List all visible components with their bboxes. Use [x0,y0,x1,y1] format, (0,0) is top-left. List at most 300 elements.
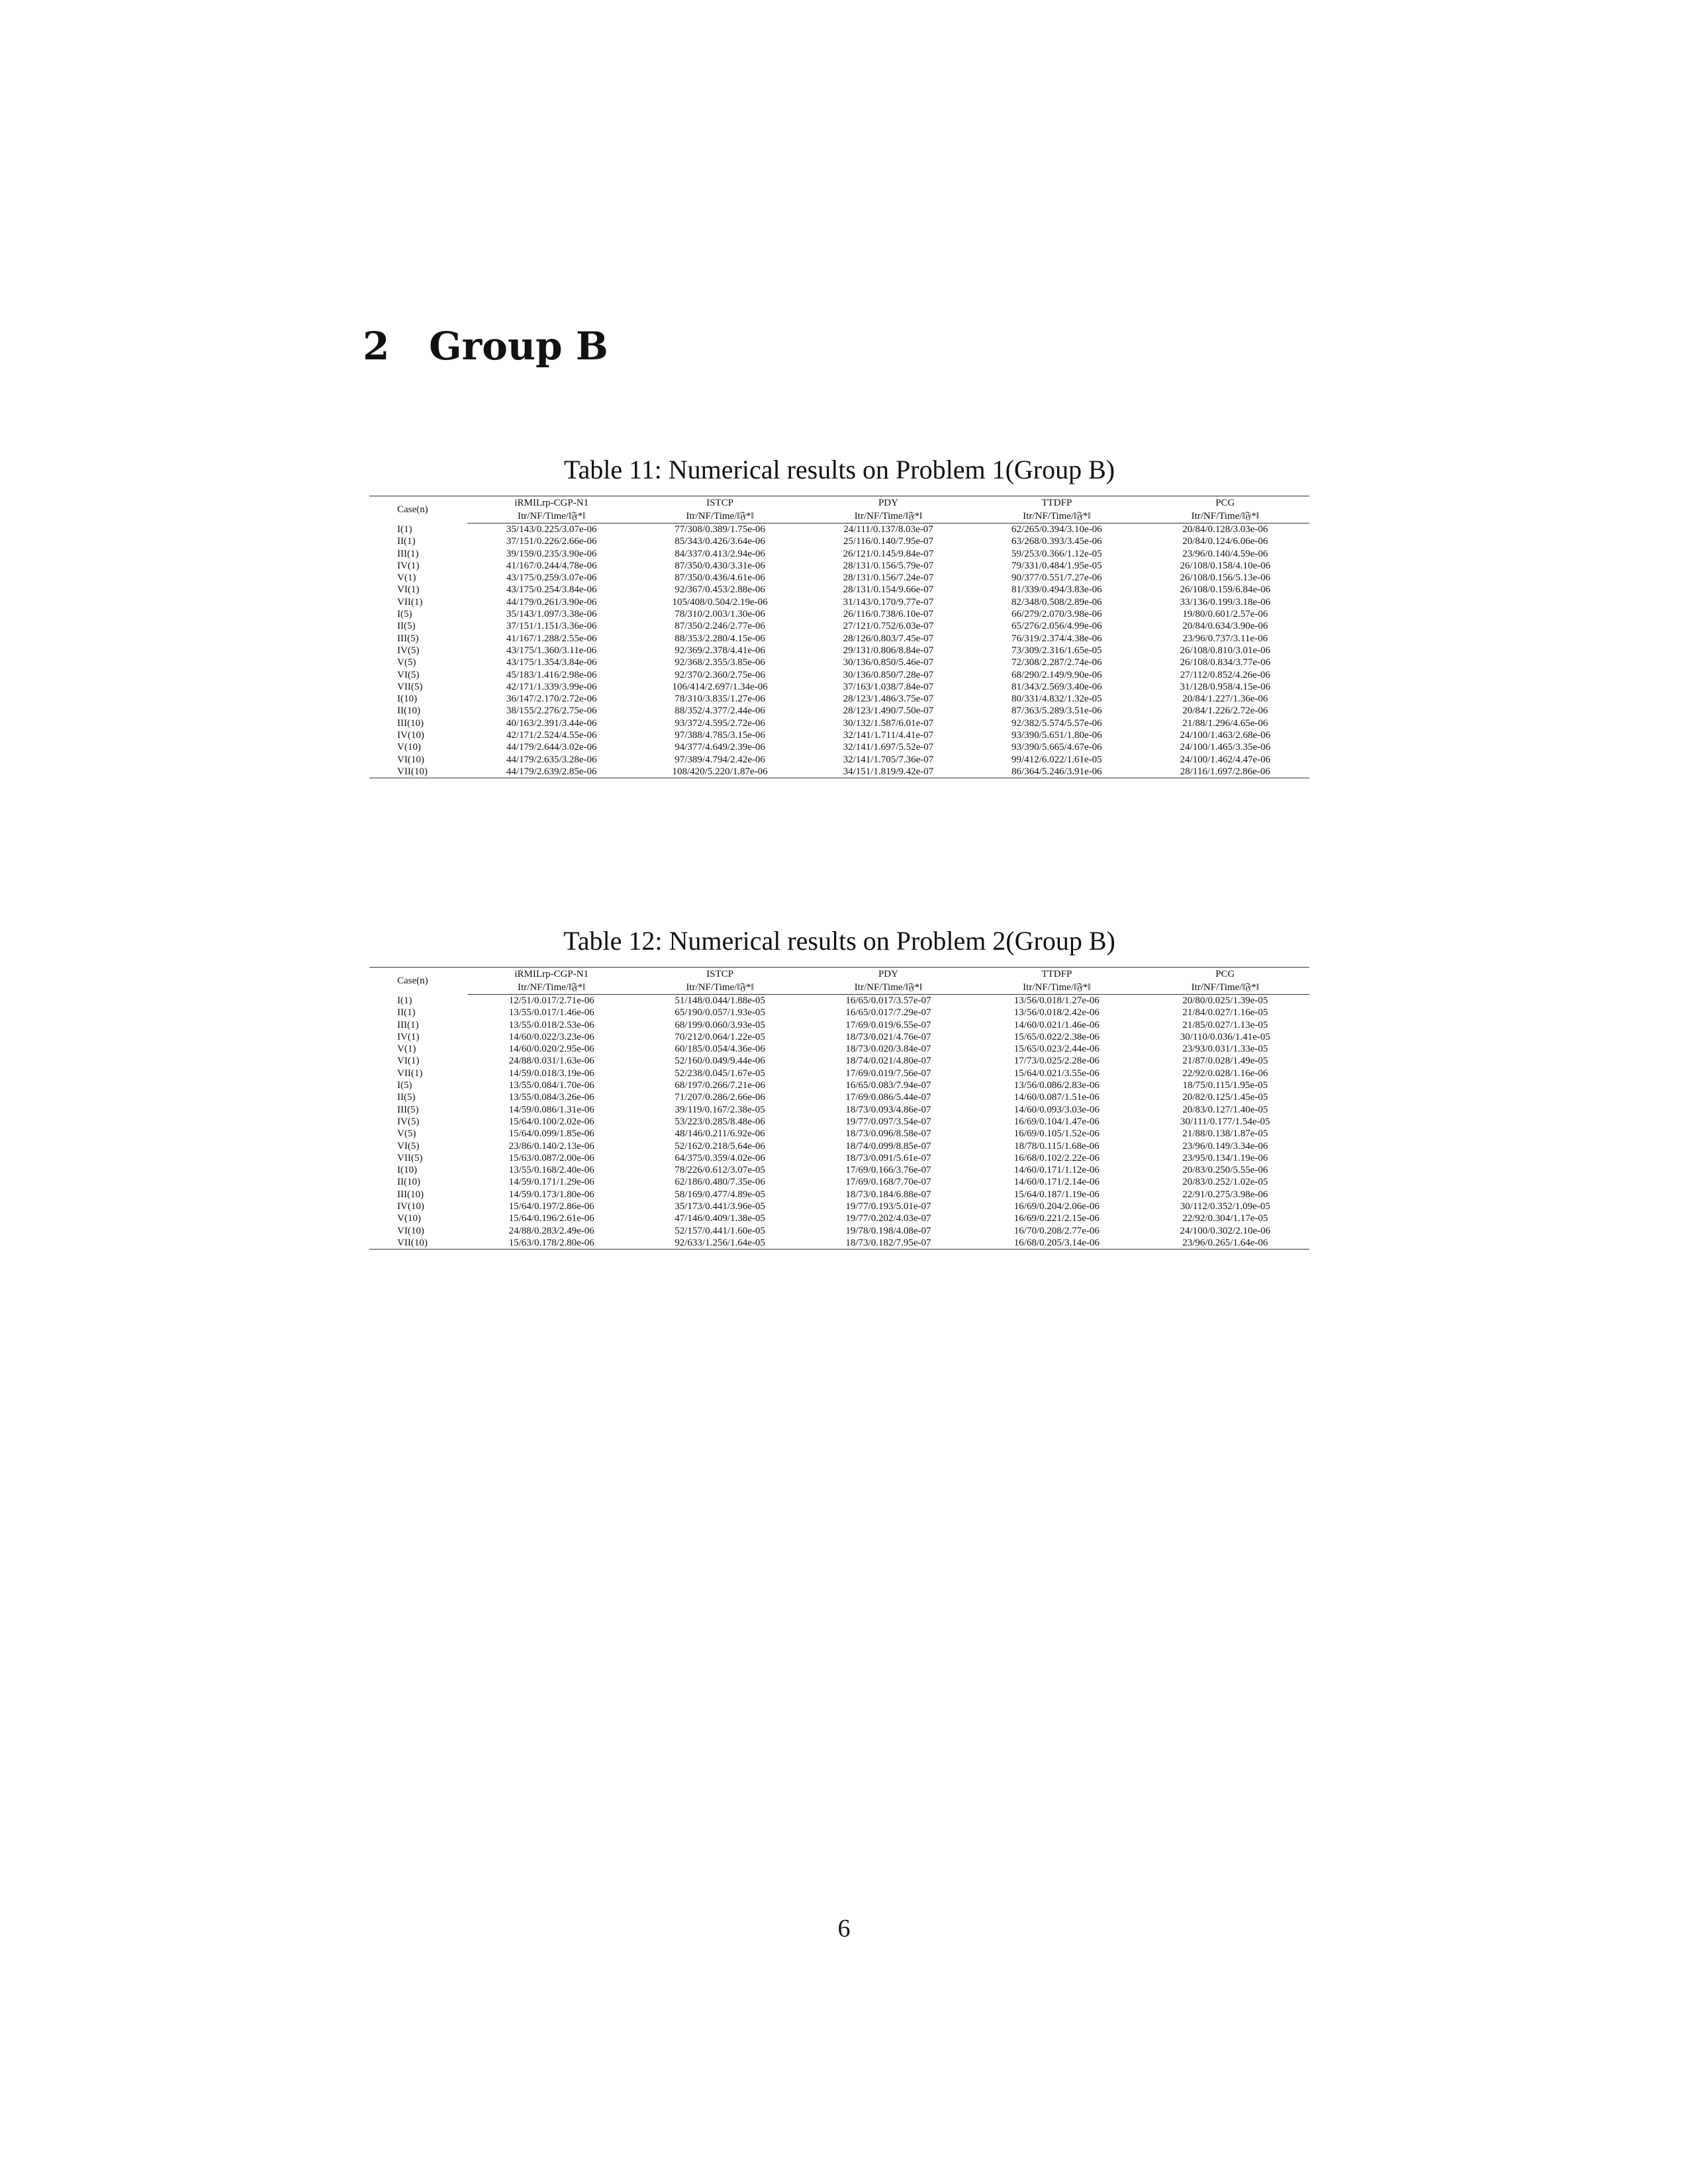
table-row [369,620,1309,632]
result-cell: 20/83/0.250/5.55e-06 [1182,1165,1268,1176]
table-row [369,1176,1309,1188]
case-label: II(10) [397,1177,420,1188]
metric-subheader: Itr/NF/Time/‖𝔉*‖ [467,510,635,523]
table-row [369,1031,1309,1043]
metric-subheader: Itr/NF/Time/‖𝔉*‖ [635,981,804,995]
result-cell: 30/110/0.036/1.41e-05 [1180,1031,1270,1042]
result-cell: 93/372/4.595/2.72e-06 [675,717,765,729]
metric-subheader: Itr/NF/Time/‖𝔉*‖ [1141,510,1309,523]
table-row [369,1104,1309,1116]
table-row [369,1140,1309,1152]
result-cell: 92/370/2.360/2.75e-06 [675,669,765,680]
result-cell: 39/119/0.167/2.38e-05 [675,1104,765,1115]
result-cell: 58/169/0.477/4.89e-05 [675,1189,765,1200]
result-cell: 14/59/0.171/1.29e-06 [508,1177,594,1188]
result-cell: 26/116/0.738/6.10e-07 [843,609,934,620]
case-label: V(10) [397,1213,421,1224]
case-label: V(1) [397,1044,416,1055]
result-cell: 43/175/1.354/3.84e-06 [506,657,597,668]
table-row [369,1116,1309,1128]
result-cell: 28/116/1.697/2.86e-06 [1180,766,1270,777]
page-number: 6 [837,1915,851,1942]
case-column-header: Case(n) [397,976,428,987]
result-cell: 13/56/0.086/2.83e-06 [1013,1080,1100,1091]
section-heading [363,324,608,369]
result-cell: 60/185/0.054/4.36e-06 [675,1044,765,1055]
result-cell: 52/162/0.218/5.64e-06 [675,1140,765,1152]
case-label: I(5) [397,609,412,620]
result-cell: 94/377/4.649/2.39e-06 [675,742,765,753]
result-cell: 21/88/0.138/1.87e-05 [1182,1128,1268,1140]
result-cell: 16/69/0.221/2.15e-06 [1013,1213,1100,1224]
result-cell: 85/343/0.426/3.64e-06 [675,536,765,547]
method-header: iRMILrp-CGP-N1 [514,498,589,508]
table-row [369,669,1309,681]
result-cell: 16/68/0.205/3.14e-06 [1013,1237,1100,1248]
result-cell: 24/100/0.302/2.10e-06 [1180,1225,1271,1236]
result-cell: 13/55/0.168/2.40e-06 [508,1165,594,1176]
result-cell: 18/73/0.093/4.86e-07 [845,1104,931,1115]
result-cell: 35/143/0.225/3.07e-06 [506,524,597,535]
case-label: VI(5) [397,669,420,680]
table-row [369,1164,1309,1176]
result-cell: 31/128/0.958/4.15e-06 [1180,681,1271,692]
table-row [369,523,1309,536]
result-cell: 22/92/0.028/1.16e-06 [1182,1068,1268,1079]
result-cell: 92/382/5.574/5.57e-06 [1011,717,1102,729]
results-table [369,967,1309,1250]
result-cell: 63/268/0.393/3.45e-06 [1011,536,1102,547]
result-cell: 52/157/0.441/1.60e-05 [675,1225,765,1236]
result-cell: 30/111/0.177/1.54e-05 [1180,1116,1270,1127]
metric-subheader: Itr/NF/Time/‖𝔉*‖ [972,981,1141,995]
section-number: 2 [363,324,390,369]
result-cell: 15/64/0.196/2.61e-06 [508,1213,594,1224]
result-cell: 42/171/1.339/3.99e-06 [506,681,597,692]
result-cell: 18/73/0.021/4.76e-07 [845,1031,931,1042]
result-cell: 15/64/0.100/2.02e-06 [508,1116,594,1127]
result-cell: 28/131/0.156/5.79e-07 [843,560,934,571]
table-row [369,1068,1309,1079]
result-cell: 18/73/0.182/7.95e-07 [845,1237,931,1248]
result-cell: 20/84/1.227/1.36e-06 [1182,694,1268,705]
result-cell: 65/276/2.056/4.99e-06 [1011,621,1102,632]
result-cell: 16/65/0.017/7.29e-07 [845,1007,931,1019]
result-cell: 17/69/0.086/5.44e-07 [845,1092,931,1103]
result-cell: 26/108/0.159/6.84e-06 [1180,584,1271,596]
result-cell: 68/199/0.060/3.93e-05 [675,1019,765,1030]
result-cell: 30/136/0.850/5.46e-07 [843,657,934,668]
result-cell: 41/167/0.244/4.78e-06 [506,560,597,571]
case-label: V(5) [397,657,416,668]
result-cell: 51/148/0.044/1.88e-05 [675,995,765,1006]
result-cell: 16/65/0.083/7.94e-07 [845,1080,931,1091]
result-cell: 37/163/1.038/7.84e-07 [843,681,934,692]
table-row [369,1152,1309,1164]
table-body [369,995,1309,1250]
result-cell: 19/77/0.202/4.03e-07 [845,1213,931,1224]
result-cell: 39/159/0.235/3.90e-06 [506,548,597,559]
result-cell: 97/389/4.794/2.42e-06 [675,754,765,765]
result-cell: 87/363/5.289/3.51e-06 [1011,705,1102,717]
method-header: TTDFP [1041,498,1072,508]
result-cell: 90/377/0.551/7.27e-06 [1011,572,1102,584]
table-row [369,1007,1309,1019]
result-cell: 18/78/0.115/1.68e-06 [1014,1140,1100,1152]
result-cell: 66/279/2.070/3.98e-06 [1011,609,1102,620]
case-label: V(1) [397,572,416,584]
result-cell: 20/84/1.226/2.72e-06 [1182,705,1268,717]
case-label: III(10) [397,717,424,729]
result-cell: 19/80/0.601/2.57e-06 [1182,609,1268,620]
table-row [369,705,1309,717]
result-cell: 15/64/0.099/1.85e-06 [508,1128,594,1140]
table-row [369,657,1309,668]
metric-subheader: Itr/NF/Time/‖𝔉*‖ [635,510,804,523]
result-cell: 16/69/0.105/1.52e-06 [1013,1128,1100,1140]
case-label: VII(1) [397,596,423,608]
result-cell: 88/352/4.377/2.44e-06 [675,705,765,717]
result-cell: 26/108/0.834/3.77e-06 [1180,657,1271,668]
result-cell: 44/179/2.635/3.28e-06 [506,754,597,765]
result-cell: 48/146/0.211/6.92e-06 [675,1128,765,1140]
result-cell: 35/173/0.441/3.96e-05 [675,1201,765,1212]
result-cell: 81/343/2.569/3.40e-06 [1011,681,1102,692]
result-cell: 78/310/3.835/1.27e-06 [675,694,765,705]
result-cell: 36/147/2.170/2.72e-06 [506,694,597,705]
result-cell: 23/96/0.149/3.34e-06 [1182,1140,1268,1152]
result-cell: 28/131/0.154/9.66e-07 [843,584,934,596]
result-cell: 87/350/0.430/3.31e-06 [675,560,765,571]
result-cell: 18/73/0.020/3.84e-07 [845,1044,931,1055]
result-cell: 68/290/2.149/9.90e-06 [1011,669,1102,680]
result-cell: 18/74/0.099/8.85e-07 [845,1140,931,1152]
case-label: IV(1) [397,560,420,571]
result-cell: 18/74/0.021/4.80e-07 [845,1056,931,1067]
result-cell: 20/80/0.025/1.39e-05 [1182,995,1268,1006]
case-label: I(1) [397,523,412,535]
result-cell: 13/55/0.084/1.70e-06 [508,1080,594,1091]
result-cell: 28/123/1.486/3.75e-07 [843,694,934,705]
table-row [369,1091,1309,1103]
result-cell: 86/364/5.246/3.91e-06 [1011,766,1102,777]
result-cell: 23/86/0.140/2.13e-06 [508,1140,594,1152]
case-label: I(5) [397,1080,412,1091]
result-cell: 44/179/0.261/3.90e-06 [506,596,597,608]
table-row [369,729,1309,741]
case-label: VII(10) [397,1237,428,1248]
result-cell: 20/83/0.127/1.40e-05 [1182,1104,1268,1115]
case-label: VI(10) [397,754,424,765]
result-cell: 14/60/0.171/1.12e-06 [1013,1165,1100,1176]
result-cell: 20/83/0.252/1.02e-05 [1182,1177,1268,1188]
result-cell: 59/253/0.366/1.12e-05 [1011,548,1102,559]
method-header: ISTCP [706,969,734,979]
metric-subheader: Itr/NF/Time/‖𝔉*‖ [972,510,1141,523]
table-row [369,1019,1309,1031]
table-row [369,741,1309,753]
result-cell: 45/183/1.416/2.98e-06 [506,669,597,680]
result-cell: 77/308/0.389/1.75e-06 [675,524,765,535]
result-cell: 78/226/0.612/3.07e-05 [675,1165,765,1176]
case-label: II(5) [397,621,416,632]
result-cell: 25/116/0.140/7.95e-07 [843,536,934,547]
metric-subheader: Itr/NF/Time/‖𝔉*‖ [467,981,635,995]
result-cell: 73/309/2.316/1.65e-05 [1011,645,1102,656]
result-cell: 37/151/1.151/3.36e-06 [506,621,597,632]
result-cell: 12/51/0.017/2.71e-06 [508,995,594,1006]
result-cell: 99/412/6.022/1.61e-05 [1011,754,1102,765]
result-cell: 30/112/0.352/1.09e-05 [1180,1201,1270,1212]
result-cell: 14/60/0.171/2.14e-06 [1013,1177,1100,1188]
case-label: III(1) [397,548,419,559]
result-cell: 88/353/2.280/4.15e-06 [675,633,765,644]
result-cell: 19/78/0.198/4.08e-07 [845,1225,931,1236]
result-cell: 79/331/0.484/1.95e-05 [1011,560,1102,571]
result-cell: 30/132/1.587/6.01e-07 [843,717,934,729]
case-label: IV(1) [397,1031,420,1042]
result-cell: 43/175/1.360/3.11e-06 [506,645,597,656]
result-cell: 14/60/0.022/3.23e-06 [508,1031,594,1042]
method-header: PCG [1215,498,1235,508]
result-cell: 16/68/0.102/2.22e-06 [1013,1152,1100,1163]
result-cell: 18/73/0.184/6.88e-07 [845,1189,931,1200]
method-header: TTDFP [1041,969,1072,979]
case-label: VI(10) [397,1225,424,1236]
result-cell: 44/179/2.644/3.02e-06 [506,742,597,753]
result-cell: 108/420/5.220/1.87e-06 [672,766,768,777]
result-cell: 23/96/0.140/4.59e-06 [1182,548,1268,559]
case-label: IV(5) [397,645,420,656]
table-row [369,1128,1309,1140]
result-cell: 15/65/0.023/2.44e-06 [1013,1044,1100,1055]
result-cell: 13/56/0.018/2.42e-06 [1013,1007,1100,1019]
case-label: IV(5) [397,1116,420,1127]
result-cell: 15/63/0.087/2.00e-06 [508,1152,594,1163]
result-cell: 14/59/0.173/1.80e-06 [508,1189,594,1200]
result-cell: 31/143/0.170/9.77e-07 [843,596,934,608]
case-column-header: Case(n) [397,504,428,516]
result-cell: 22/91/0.275/3.98e-06 [1182,1189,1268,1200]
table-row [369,584,1309,596]
result-cell: 76/319/2.374/4.38e-06 [1011,633,1102,644]
result-cell: 62/265/0.394/3.10e-06 [1011,524,1102,535]
result-cell: 27/121/0.752/6.03e-07 [843,621,934,632]
table-row [369,766,1309,778]
result-cell: 24/88/0.031/1.63e-06 [508,1056,594,1067]
result-cell: 13/55/0.018/2.53e-06 [508,1019,594,1030]
result-cell: 15/63/0.178/2.80e-06 [508,1237,594,1248]
result-cell: 14/60/0.021/1.46e-06 [1013,1019,1100,1030]
table-row [369,1043,1309,1055]
table-row [369,535,1309,547]
result-cell: 15/64/0.187/1.19e-06 [1013,1189,1100,1200]
case-label: VI(5) [397,1140,420,1152]
result-cell: 18/73/0.096/8.58e-07 [845,1128,931,1140]
result-cell: 38/155/2.276/2.75e-06 [506,705,597,717]
result-cell: 84/337/0.413/2.94e-06 [675,548,765,559]
result-cell: 71/207/0.286/2.66e-06 [675,1092,765,1103]
result-cell: 23/95/0.134/1.19e-06 [1182,1152,1268,1163]
result-cell: 21/84/0.027/1.16e-05 [1182,1007,1268,1019]
result-cell: 16/69/0.104/1.47e-06 [1013,1116,1100,1127]
method-header: ISTCP [706,498,734,508]
result-cell: 15/64/0.021/3.55e-06 [1013,1068,1100,1079]
case-label: V(10) [397,742,421,753]
method-header: PDY [878,969,898,979]
result-cell: 14/59/0.018/3.19e-06 [508,1068,594,1079]
case-label: IV(10) [397,730,424,741]
case-label: III(1) [397,1019,419,1030]
result-cell: 26/121/0.145/9.84e-07 [843,548,934,559]
result-cell: 37/151/0.226/2.66e-06 [506,536,597,547]
case-label: I(10) [397,1165,417,1176]
result-cell: 92/633/1.256/1.64e-05 [675,1237,765,1248]
table-row [369,548,1309,560]
result-cell: 87/350/2.246/2.77e-06 [675,621,765,632]
result-cell: 13/55/0.084/3.26e-06 [508,1092,594,1103]
results-table [369,496,1309,778]
case-label: VII(5) [397,681,423,692]
case-label: VII(1) [397,1068,423,1079]
result-cell: 97/388/4.785/3.15e-06 [675,730,765,741]
result-cell: 92/369/2.378/4.41e-06 [675,645,765,656]
result-cell: 15/64/0.197/2.86e-06 [508,1201,594,1212]
case-label: II(1) [397,1007,416,1019]
result-cell: 40/163/2.391/3.44e-06 [506,717,597,729]
table-row [369,1055,1309,1067]
result-cell: 87/350/0.436/4.61e-06 [675,572,765,584]
result-cell: 106/414/2.697/1.34e-06 [672,681,768,692]
result-cell: 16/69/0.204/2.06e-06 [1013,1201,1100,1212]
case-label: III(10) [397,1189,424,1200]
result-cell: 26/108/0.158/4.10e-06 [1180,560,1271,571]
result-cell: 17/73/0.025/2.28e-06 [1013,1056,1100,1067]
case-label: IV(10) [397,1201,424,1212]
result-cell: 20/84/0.128/3.03e-06 [1182,524,1268,535]
result-cell: 105/408/0.504/2.19e-06 [672,596,768,608]
result-cell: 35/143/1.097/3.38e-06 [506,609,597,620]
result-cell: 24/100/1.465/3.35e-06 [1180,742,1271,753]
result-cell: 21/85/0.027/1.13e-05 [1182,1019,1268,1030]
result-cell: 17/69/0.019/7.56e-07 [845,1068,931,1079]
result-cell: 13/56/0.018/1.27e-06 [1013,995,1100,1006]
result-cell: 65/190/0.057/1.93e-05 [675,1007,765,1019]
result-cell: 18/73/0.091/5.61e-07 [845,1152,931,1163]
result-cell: 20/84/0.634/3.90e-06 [1182,621,1268,632]
result-cell: 24/111/0.137/8.03e-07 [843,524,933,535]
result-cell: 70/212/0.064/1.22e-05 [675,1031,765,1042]
result-cell: 52/160/0.049/9.44e-06 [675,1056,765,1067]
result-cell: 30/136/0.850/7.28e-07 [843,669,934,680]
case-label: II(1) [397,536,416,547]
result-cell: 68/197/0.266/7.21e-06 [675,1080,765,1091]
result-cell: 19/77/0.097/3.54e-07 [845,1116,931,1127]
result-cell: 13/55/0.017/1.46e-06 [508,1007,594,1019]
result-cell: 52/238/0.045/1.67e-05 [675,1068,765,1079]
case-label: II(5) [397,1092,416,1103]
metric-subheader: Itr/NF/Time/‖𝔉*‖ [1141,981,1309,995]
table-row [369,754,1309,766]
result-cell: 28/131/0.156/7.24e-07 [843,572,934,584]
result-cell: 64/375/0.359/4.02e-06 [675,1152,765,1163]
table-row [369,596,1309,608]
table-row [369,1212,1309,1224]
table-row [369,1189,1309,1201]
result-cell: 15/65/0.022/2.38e-06 [1013,1031,1100,1042]
result-cell: 41/167/1.288/2.55e-06 [506,633,597,644]
result-cell: 16/65/0.017/3.57e-07 [845,995,931,1006]
result-cell: 78/310/2.003/1.30e-06 [675,609,765,620]
result-cell: 93/390/5.665/4.67e-06 [1011,742,1102,753]
result-cell: 32/141/1.697/5.52e-07 [843,742,934,753]
case-label: III(5) [397,633,419,644]
result-cell: 32/141/1.711/4.41e-07 [843,730,934,741]
result-cell: 62/186/0.480/7.35e-06 [675,1177,765,1188]
result-cell: 33/136/0.199/3.18e-06 [1180,596,1271,608]
case-label: V(5) [397,1128,416,1140]
result-cell: 42/171/2.524/4.55e-06 [506,730,597,741]
case-label: VII(10) [397,766,428,777]
results-table-block [369,928,1309,1250]
table-row [369,681,1309,693]
result-cell: 43/175/0.259/3.07e-06 [506,572,597,584]
result-cell: 18/75/0.115/1.95e-05 [1182,1080,1268,1091]
table-row [369,560,1309,572]
result-cell: 82/348/0.508/2.89e-06 [1011,596,1102,608]
case-label: I(10) [397,694,417,705]
result-cell: 80/331/4.832/1.32e-05 [1011,694,1102,705]
result-cell: 24/100/1.463/2.68e-06 [1180,730,1271,741]
table-row [369,633,1309,645]
result-cell: 20/82/0.125/1.45e-05 [1182,1092,1268,1103]
result-cell: 23/93/0.031/1.33e-05 [1182,1044,1268,1055]
result-cell: 17/69/0.166/3.76e-07 [845,1165,931,1176]
table-row [369,572,1309,584]
table-row [369,693,1309,705]
result-cell: 72/308/2.287/2.74e-06 [1011,657,1102,668]
case-label: VI(1) [397,1056,420,1067]
result-cell: 20/84/0.124/6.06e-06 [1182,536,1268,547]
result-cell: 19/77/0.193/5.01e-07 [845,1201,931,1212]
result-cell: 14/60/0.087/1.51e-06 [1013,1092,1100,1103]
result-cell: 92/367/0.453/2.88e-06 [675,584,765,596]
case-label: VII(5) [397,1152,423,1163]
result-cell: 53/223/0.285/8.48e-06 [675,1116,765,1127]
result-cell: 17/69/0.168/7.70e-07 [845,1177,931,1188]
result-cell: 24/88/0.283/2.49e-06 [508,1225,594,1236]
table-caption: Table 11: Numerical results on Problem 1(Group B) [563,455,1115,484]
case-label: VI(1) [397,584,420,596]
metric-subheader: Itr/NF/Time/‖𝔉*‖ [804,981,972,995]
case-label: III(5) [397,1104,419,1115]
result-cell: 23/96/0.737/3.11e-06 [1182,633,1268,644]
table-row [369,645,1309,657]
table-row [369,1237,1309,1250]
table-row [369,608,1309,620]
result-cell: 21/88/1.296/4.65e-06 [1182,717,1268,729]
result-cell: 29/131/0.806/8.84e-07 [843,645,934,656]
result-cell: 22/92/0.304/1.17e-05 [1182,1213,1268,1224]
metric-subheader: Itr/NF/Time/‖𝔉*‖ [804,510,972,523]
result-cell: 92/368/2.355/3.85e-06 [675,657,765,668]
result-cell: 34/151/1.819/9.42e-07 [843,766,934,777]
result-cell: 26/108/0.156/5.13e-06 [1180,572,1271,584]
result-cell: 93/390/5.651/1.80e-06 [1011,730,1102,741]
result-cell: 14/60/0.093/3.03e-06 [1013,1104,1100,1115]
table-row [369,1225,1309,1237]
result-cell: 24/100/1.462/4.47e-06 [1180,754,1271,765]
